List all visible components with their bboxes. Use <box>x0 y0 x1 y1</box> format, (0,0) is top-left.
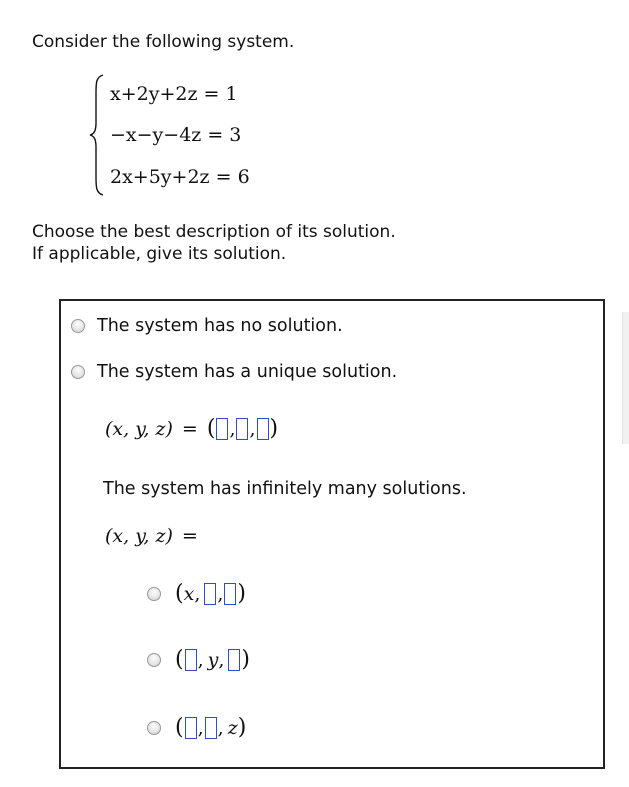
y-free-z-input[interactable] <box>228 649 240 671</box>
option-infinite-label: The system has infinitely many solutions. <box>103 479 467 499</box>
intro-text: Consider the following system. <box>32 32 295 52</box>
x-var: x <box>183 582 195 605</box>
radio-y-free[interactable] <box>147 653 161 667</box>
option-no-solution[interactable] <box>71 316 343 336</box>
equation-3: 2x+5y+2z = 6 <box>110 166 250 188</box>
side-panel-tab[interactable] <box>622 312 629 444</box>
radio-no-solution[interactable] <box>71 319 85 333</box>
unique-solution-row: (x, y, z) = ( , , ) <box>105 416 279 441</box>
z-free-x-input[interactable] <box>185 717 197 739</box>
x-free-y-input[interactable] <box>204 583 216 605</box>
option-unique[interactable] <box>71 362 397 382</box>
left-brace-icon <box>88 73 108 197</box>
infinite-option-z-free[interactable]: ( , , z ) <box>147 715 246 740</box>
answer-box <box>59 299 605 769</box>
radio-z-free[interactable] <box>147 721 161 735</box>
radio-unique[interactable] <box>71 365 85 379</box>
equals-sign: = <box>181 417 198 440</box>
unique-z-input[interactable] <box>257 418 269 440</box>
option-no-solution-label: The system has no solution. <box>97 316 343 336</box>
option-unique-label: The system has a unique solution. <box>97 362 398 382</box>
infinite-heading <box>103 479 467 499</box>
infinite-option-y-free[interactable]: ( , y , ) <box>147 647 250 672</box>
y-var: y <box>207 648 219 671</box>
instruction-line-2: If applicable, give its solution. <box>32 244 287 264</box>
unique-y-input[interactable] <box>236 418 248 440</box>
infinite-option-x-free[interactable]: ( x , , ) <box>147 581 246 606</box>
y-free-x-input[interactable] <box>185 649 197 671</box>
unique-x-input[interactable] <box>216 418 228 440</box>
equals-sign-infinite: = <box>181 525 198 547</box>
infinite-solution-row <box>105 525 207 547</box>
z-free-y-input[interactable] <box>205 717 217 739</box>
instruction-line-1: Choose the best description of its solution. <box>32 222 396 242</box>
equation-2: −x−y−4z = 3 <box>110 124 242 146</box>
equation-1: x+2y+2z = 1 <box>110 83 238 105</box>
tuple-lhs-infinite: (x, y, z) <box>105 525 173 547</box>
equation-system <box>88 73 288 197</box>
radio-x-free[interactable] <box>147 587 161 601</box>
z-var: z <box>227 716 238 739</box>
x-free-z-input[interactable] <box>224 583 236 605</box>
tuple-lhs: (x, y, z) <box>105 417 173 440</box>
